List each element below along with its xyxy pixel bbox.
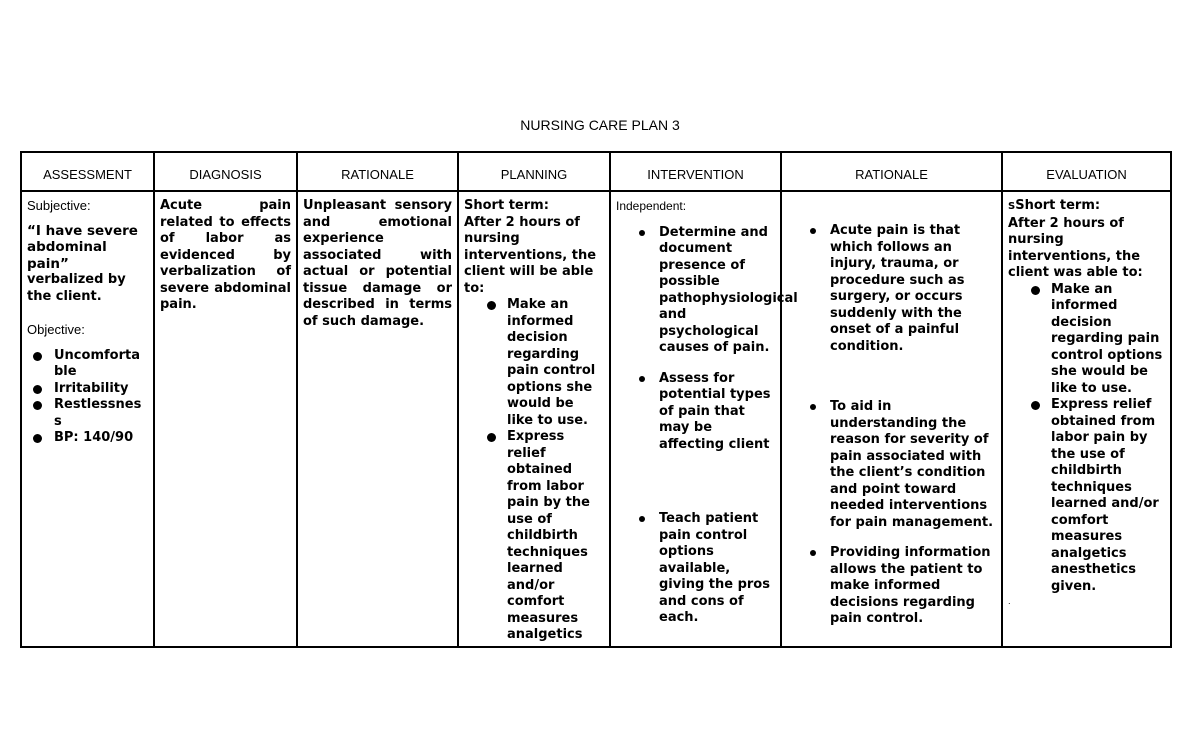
bullet-icon [1031, 286, 1040, 295]
intervention-list [616, 224, 798, 627]
assessment-cell [21, 191, 154, 647]
page-title: NURSING CARE PLAN 3 [520, 117, 680, 133]
header-intervention: INTERVENTION [610, 152, 781, 191]
bullet-icon [810, 404, 816, 410]
rationale-2-cell [781, 191, 1002, 647]
planning-heading: Short term: [464, 198, 549, 213]
list-item: Make an informed decision regarding pain control options she would be like to use. [507, 297, 604, 429]
objective-label: Objective: [27, 322, 85, 337]
diagnosis-cell [154, 191, 297, 647]
list-item: BP: 140/90 [54, 430, 148, 447]
list-item: Acute pain is that which follows an injury, trauma, or procedure such as surgery, or occurs suddenly with the onset of a painful condition. [830, 223, 996, 355]
bullet-icon [33, 385, 42, 394]
header-assessment: ASSESSMENT [21, 152, 154, 191]
list-item: To aid in understanding the reason for severity of pain associated with the client’s condition and point toward needed interventions for pain management. [830, 399, 996, 531]
bullet-icon [33, 434, 42, 443]
care-plan-table [20, 151, 1172, 648]
bullet-icon [1031, 401, 1040, 410]
list-item: Express relief obtained from labor pain by the use of childbirth techniques learned and/or comfort measures analgetics [507, 429, 604, 644]
rationale-2-list [787, 198, 996, 628]
header-row [21, 152, 1171, 191]
planning-intro: After 2 hours of nursing interventions, the client will be able to: [464, 214, 597, 296]
planning-cell [458, 191, 610, 647]
bullet-icon [639, 516, 645, 522]
header-planning: PLANNING [458, 152, 610, 191]
header-evaluation: EVALUATION [1002, 152, 1171, 191]
bullet-icon [487, 301, 496, 310]
evaluation-cell [1002, 191, 1171, 647]
evaluation-heading: SShort term: [1008, 198, 1101, 213]
list-item: Uncomfortable [54, 348, 148, 381]
evaluation-list [1008, 282, 1165, 596]
bullet-icon [639, 376, 645, 382]
intervention-cell [610, 191, 798, 647]
rationale-cell [297, 191, 458, 647]
header-rationale: RATIONALE [297, 152, 458, 191]
bullet-icon [33, 352, 42, 361]
subjective-quote: “I have severe abdominal pain” [27, 222, 138, 272]
list-item: Make an informed decision regarding pain control options she would be like to use. [1051, 282, 1165, 398]
evaluation-intro: After 2 hours of nursing interventions, the client was able to: [1008, 215, 1143, 280]
objective-list [27, 348, 148, 447]
independent-label: Independent: [616, 199, 687, 213]
content-row [21, 191, 1171, 647]
list-item: Determine and document presence of possible pathophysiological and psychological causes of pain. [659, 225, 775, 357]
diagnosis-text: Acute pain related to effects of labor as evidenced by verbalization of severe abdominal pain. [160, 198, 291, 312]
list-item: Teach patient pain control options available, giving the pros and cons of each. [659, 511, 775, 627]
subjective-quote-tail: verbalized by the client. [27, 272, 126, 304]
bullet-icon [33, 401, 42, 410]
list-item: Providing information allows the patient to make informed decisions regarding pain control. [830, 545, 996, 628]
subjective-label: Subjective: [27, 198, 91, 213]
header-rationale-2: RATIONALE [781, 152, 1002, 191]
bullet-icon [639, 230, 645, 236]
list-item: Irritability [54, 381, 148, 398]
bullet-icon [487, 433, 496, 442]
bullet-icon [810, 228, 816, 234]
trailing-mark: . [1008, 597, 1011, 606]
list-item: Express relief obtained from labor pain by the use of childbirth techniques learned and/or comfort measures analgetics anesthetics given. [1051, 397, 1165, 595]
bullet-icon [810, 550, 816, 556]
list-item: Assess for potential types of pain that may be affecting client [659, 371, 775, 454]
header-diagnosis: DIAGNOSIS [154, 152, 297, 191]
list-item: Restlessness [54, 397, 148, 430]
planning-list [464, 297, 604, 644]
rationale-text: Unpleasant sensory and emotional experience associated with actual or potential tissue damage or described in terms of such damage. [303, 198, 452, 329]
